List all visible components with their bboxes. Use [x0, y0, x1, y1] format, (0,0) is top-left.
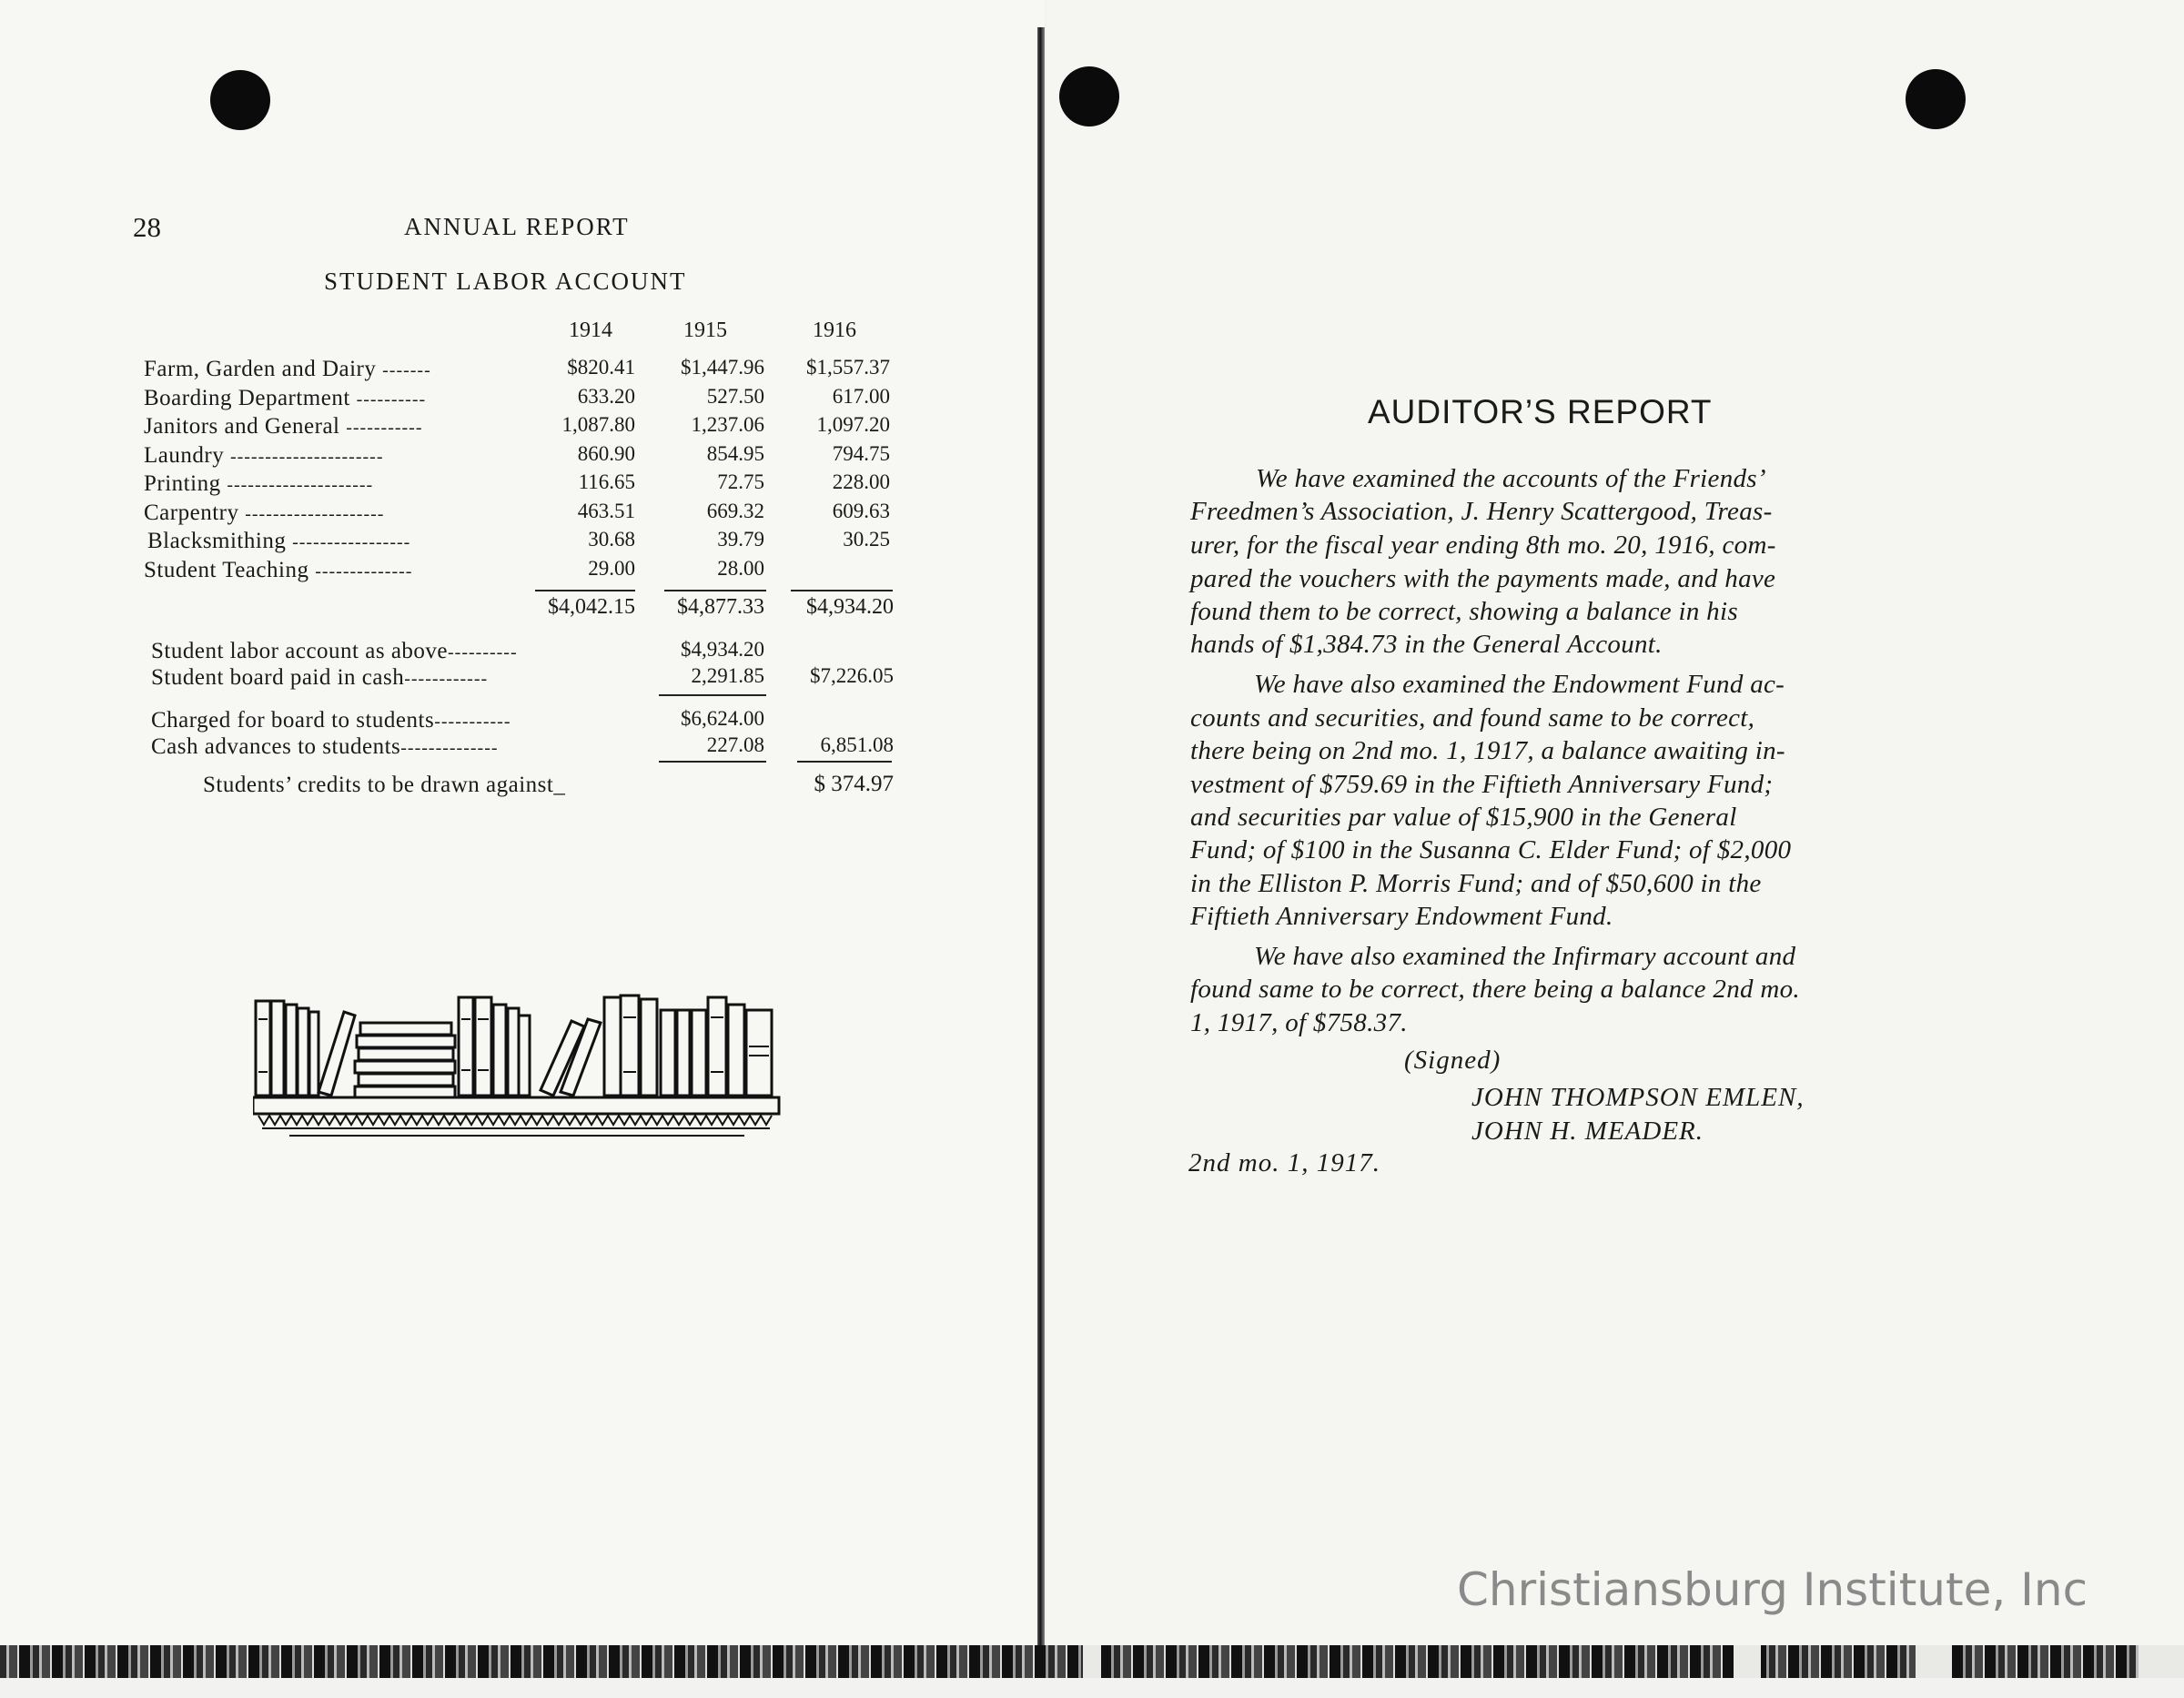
auditor-text-line: We have also examined the Endowment Fund ac- [1254, 670, 1785, 699]
ledger-value-1915: 72.75 [717, 470, 764, 493]
ledger-value-1916: 30.25 [843, 528, 890, 551]
year-header-1916: 1916 [813, 318, 856, 342]
ledger-row-label: Student Teaching -------------- [144, 557, 413, 582]
ledger-value-1916: $1,557.37 [806, 356, 890, 379]
auditor-text-line: found them to be correct, showing a balance in his [1190, 597, 1738, 626]
report-date: 2nd mo. 1, 1917. [1188, 1148, 1380, 1177]
scan-edge-gap [2138, 1645, 2184, 1678]
ledger-value-1915: 669.32 [706, 499, 764, 522]
auditor-text-line: Fiftieth Anniversary Endowment Fund. [1190, 902, 1613, 931]
ledger-row-label: Laundry ---------------------- [144, 442, 384, 468]
summary-value: $4,934.20 [681, 638, 764, 661]
signatory-2: JOHN H. MEADER. [1471, 1117, 1704, 1146]
summary-rule-3 [797, 761, 892, 763]
auditor-text-line: We have also examined the Infirmary account and [1254, 942, 1796, 971]
ledger-value-1915: 854.95 [706, 441, 764, 465]
ledger-value-1915: 527.50 [706, 384, 764, 408]
auditor-text-line: pared the vouchers with the payments made, and have [1190, 564, 1776, 593]
summary-rule-2 [659, 761, 766, 763]
year-header-1914: 1914 [569, 318, 612, 342]
summary-row-label: Charged for board to students----------- [151, 708, 511, 733]
ledger-row-label: Boarding Department ---------- [144, 385, 427, 410]
ledger-row-label: Carpentry -------------------- [144, 500, 385, 525]
summary-row-label: Student labor account as above---------- [151, 639, 518, 663]
ledger-row-label: Printing --------------------- [144, 471, 374, 496]
punch-hole [1906, 69, 1966, 129]
total-rule-1915 [664, 590, 766, 591]
summary-value: 2,291.85 [691, 664, 764, 687]
ledger-row-label: Janitors and General ----------- [144, 414, 423, 439]
auditor-text-line: 1, 1917, of $758.37. [1190, 1008, 1408, 1037]
ledger-value-1914: 1,087.80 [561, 413, 635, 436]
ledger-value-1916: 1,097.20 [816, 413, 890, 436]
auditor-text-line: there being on 2nd mo. 1, 1917, a balance awaiting in- [1190, 736, 1785, 765]
auditor-text-line: Fund; of $100 in the Susanna C. Elder Fund; of $2,000 [1190, 835, 1792, 864]
auditor-text-line: counts and securities, and found same to be correct, [1190, 703, 1755, 733]
ledger-value-1914: 633.20 [577, 384, 635, 408]
total-1915: $4,877.33 [677, 595, 764, 619]
punch-hole [1059, 66, 1119, 126]
signatory-1: JOHN THOMPSON EMLEN, [1471, 1083, 1805, 1112]
summary-row-label: Student board paid in cash------------ [151, 665, 489, 690]
book-spine [1037, 27, 1045, 1647]
ledger-value-1914: $820.41 [567, 356, 635, 379]
watermark-text: Christiansburg Institute, Inc [1457, 1563, 2088, 1616]
total-rule-1916 [791, 590, 893, 591]
total-rule-1914 [535, 590, 635, 591]
final-value: $ 374.97 [814, 772, 894, 796]
auditor-text-line: found same to be correct, there being a balance 2nd mo. [1190, 975, 1800, 1004]
ledger-value-1915: $1,447.96 [681, 356, 764, 379]
auditor-report-title: AUDITOR’S REPORT [1368, 393, 1713, 430]
ledger-row-label: Blacksmithing ----------------- [147, 529, 411, 553]
left-page [0, 0, 1045, 1647]
account-title: STUDENT LABOR ACCOUNT [324, 268, 687, 295]
ledger-value-1914: 30.68 [588, 528, 635, 551]
summary-row-label: Cash advances to students-------------- [151, 734, 499, 759]
total-1914: $4,042.15 [548, 595, 635, 619]
ledger-value-1916: 617.00 [832, 384, 890, 408]
summary-rule-1 [659, 694, 766, 696]
year-header-1915: 1915 [683, 318, 727, 342]
report-header: ANNUAL REPORT [404, 213, 630, 240]
summary-value: 6,851.08 [820, 733, 894, 756]
ledger-value-1915: 39.79 [717, 528, 764, 551]
ledger-value-1915: 1,237.06 [691, 413, 764, 436]
final-label: Students’ credits to be drawn against_ [203, 773, 566, 797]
ledger-value-1916: 609.63 [832, 499, 890, 522]
ledger-value-1914: 116.65 [578, 470, 635, 493]
auditor-text-line: hands of $1,384.73 in the General Account. [1190, 630, 1663, 659]
auditor-text-line: Freedmen’s Association, J. Henry Scattergood, Treas- [1190, 497, 1773, 526]
scan-edge-gap [1916, 1645, 1952, 1678]
total-1916: $4,934.20 [806, 595, 894, 619]
ledger-value-1916: 228.00 [832, 470, 890, 493]
scan-edge-gap [1734, 1645, 1761, 1678]
auditor-text-line: and securities par value of $15,900 in the General [1190, 803, 1737, 832]
auditor-text-line: in the Elliston P. Morris Fund; and of $50,600 in the [1190, 869, 1762, 898]
scan-edge-gap [1083, 1645, 1101, 1678]
ledger-row-label: Farm, Garden and Dairy ------- [144, 357, 431, 381]
page-number: 28 [133, 211, 161, 243]
ledger-value-1915: 28.00 [717, 556, 764, 580]
ledger-value-1914: 463.51 [577, 499, 635, 522]
ledger-value-1914: 29.00 [588, 556, 635, 580]
summary-value: 227.08 [706, 733, 764, 756]
ledger-value-1914: 860.90 [577, 441, 635, 465]
auditor-text-line: urer, for the fiscal year ending 8th mo. 20, 1916, com- [1190, 531, 1776, 560]
ledger-value-1916: 794.75 [832, 441, 890, 465]
bookshelf-illustration [253, 992, 781, 1139]
summary-value: $7,226.05 [810, 664, 894, 687]
punch-hole [210, 70, 270, 130]
auditor-text-line: vestment of $759.69 in the Fiftieth Anniversary Fund; [1190, 770, 1774, 799]
signed-label: (Signed) [1404, 1046, 1502, 1075]
summary-value: $6,624.00 [681, 707, 764, 730]
auditor-text-line: We have examined the accounts of the Friends’ [1256, 464, 1766, 493]
